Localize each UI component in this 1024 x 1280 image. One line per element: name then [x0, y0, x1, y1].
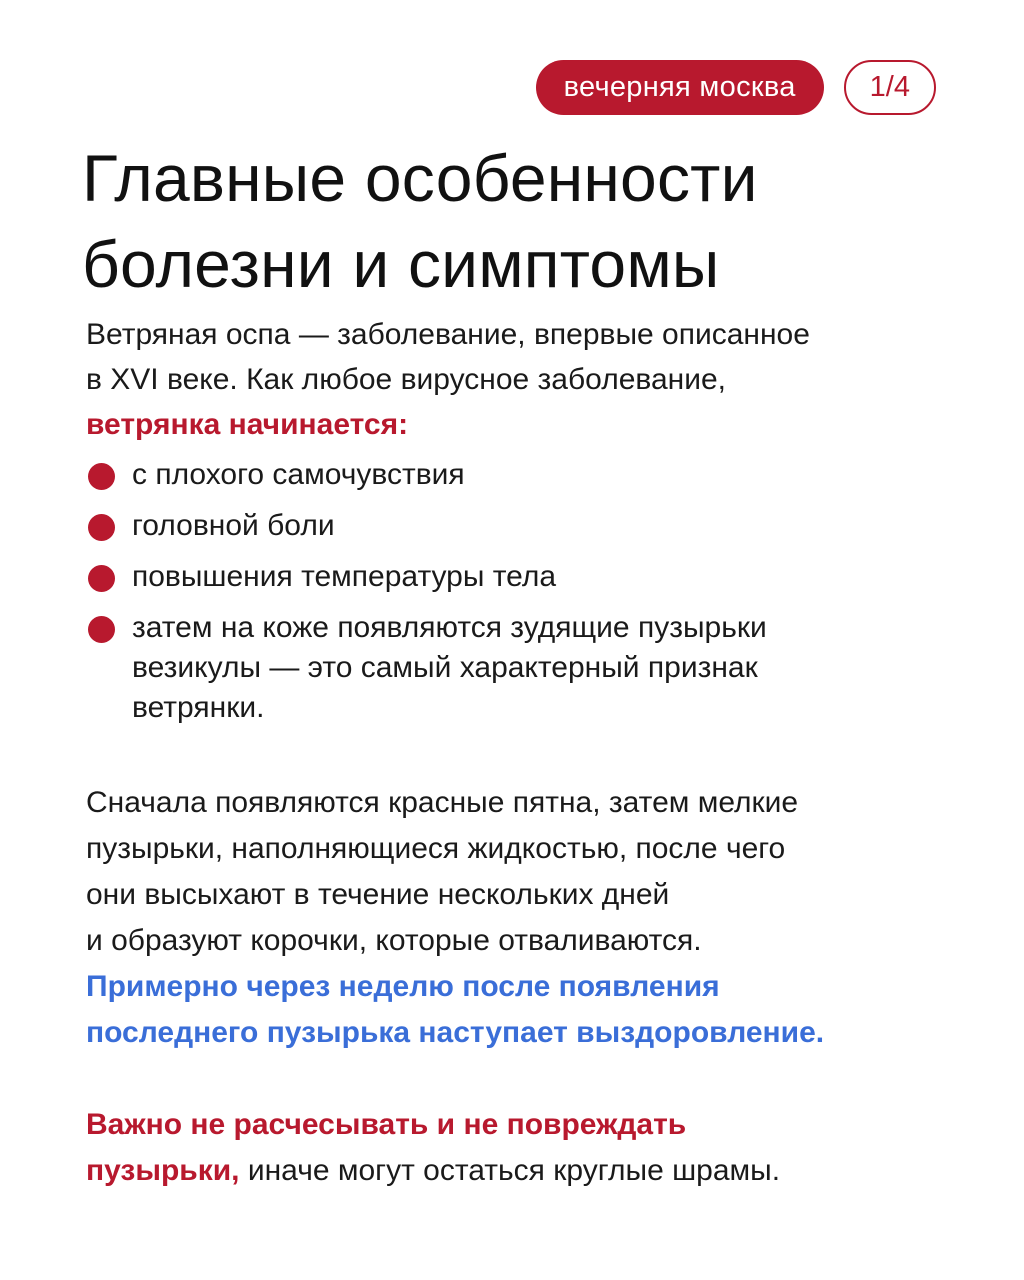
title-line-1: Главные особенности [82, 141, 758, 215]
red-dot-icon [88, 514, 115, 541]
stages-line-3: они высыхают в течение нескольких дней [86, 878, 670, 911]
stages-line-1: Сначала появляются красные пятна, затем мелкие [86, 786, 799, 819]
symptom-text: головной боли [132, 509, 335, 542]
title-line-2: болезни и симптомы [82, 227, 720, 301]
intro-line-1: Ветряная оспа — заболевание, впервые описанное [86, 318, 810, 351]
symptom-item [86, 506, 966, 546]
symptom-text: везикулы — это самый характерный признак [132, 651, 758, 684]
page-title [82, 135, 982, 307]
warning-line-2 [86, 1148, 986, 1194]
intro-highlight: ветрянка начинается: [86, 408, 409, 441]
red-dot-icon [88, 565, 115, 592]
intro-paragraph [86, 312, 966, 447]
symptom-text: ветрянки. [132, 691, 265, 724]
recovery-highlight-1: Примерно через неделю после появления [86, 970, 720, 1003]
brand-badge: вечерняя москва [536, 60, 824, 115]
intro-line-2: в XVI веке. Как любое вирусное заболевание, [86, 363, 727, 396]
warning-highlight-2: пузырьки, [86, 1154, 240, 1187]
red-dot-icon [88, 616, 115, 643]
symptom-text: затем на коже появляются зудящие пузырьки [132, 611, 767, 644]
symptom-item [86, 455, 966, 495]
symptom-list [86, 455, 966, 739]
recovery-highlight-2: последнего пузырька наступает выздоровление. [86, 1016, 825, 1049]
warning-paragraph [86, 1102, 986, 1194]
symptom-text: с плохого самочувствия [132, 458, 465, 491]
stages-line-4: и образуют корочки, которые отваливаются. [86, 924, 702, 957]
warning-highlight-1: Важно не расчесывать и не повреждать [86, 1108, 687, 1141]
stages-paragraph [86, 780, 986, 1056]
red-dot-icon [88, 463, 115, 490]
symptom-item [86, 557, 966, 597]
header [536, 60, 936, 115]
page-counter: 1/4 [844, 60, 936, 115]
stages-line-2: пузырьки, наполняющиеся жидкостью, после чего [86, 832, 786, 865]
symptom-item [86, 608, 966, 728]
symptom-text: повышения температуры тела [132, 560, 557, 593]
warning-rest: иначе могут остаться круглые шрамы. [239, 1154, 781, 1187]
